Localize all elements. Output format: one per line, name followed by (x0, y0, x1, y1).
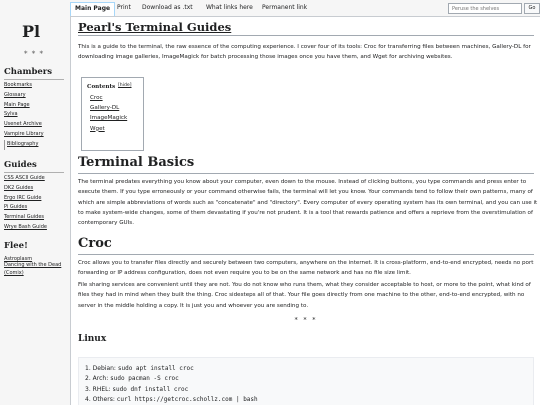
toc-item-wget[interactable]: Wget (90, 125, 105, 132)
croc-paragraph-2: File sharing services are convenient until they are not. You do not know who runs them, what they consider acceptable to host, or more to the point, what kind of files they had in mind when they built the thing. Croc sidesteps all of that. Your file goes directly from one machine to the other, end-to-end encrypted, with no server in the middle holding a copy. It is just you and whoever you are sending to. (78, 282, 531, 309)
os-label: Others: (92, 395, 115, 403)
toc-list (90, 93, 127, 134)
toc-item-gallery-dl[interactable]: Gallery-DL (90, 105, 120, 112)
sidebar-rule (4, 172, 64, 173)
sidebar-item-vampire-library[interactable]: Vampire Library (4, 130, 44, 137)
sidebar-item-css-ascii-guide[interactable]: CSS ASCII Guide (4, 175, 45, 181)
page-title[interactable]: Pearl's Terminal Guides (78, 20, 232, 34)
os-label: Debian: (92, 365, 116, 372)
tab-what-links-here[interactable]: What links here (206, 4, 253, 11)
tab-permanent-link[interactable]: Permanent link (262, 4, 308, 11)
croc-paragraph-1: Croc allows you to transfer files directly and securely between two computers, anywhere on the internet. It is cross-platform, end-to-end encrypted, needs no port forwarding or IP address configuration, does not even require you to be on the same network and has no file size limit. (78, 260, 534, 277)
toc-item-croc[interactable]: Croc (90, 95, 103, 101)
list-number: 4. (85, 395, 91, 403)
tab-main-page[interactable]: Main Page (70, 2, 115, 16)
heading-linux: Linux (78, 334, 107, 344)
sidebar-item-terminal-guides[interactable]: Terminal Guides (4, 214, 45, 221)
install-commands-list (85, 364, 258, 405)
list-item (85, 395, 258, 405)
list-number: 2. (85, 375, 91, 383)
heading-croc: Croc (78, 236, 112, 251)
sidebar-heading-guides: Guides (4, 160, 37, 170)
site-logo[interactable] (22, 22, 44, 40)
sidebar-item-dancing-with-the-dead[interactable]: Dancing with the Dead (Comix) (4, 262, 62, 276)
list-item (85, 374, 258, 384)
sidebar-heading-flee: Flee! (4, 241, 28, 251)
command-text[interactable]: sudo pacman -S croc (110, 375, 179, 383)
sidebar-list-chambers (4, 81, 44, 150)
sidebar-divider: * * * (24, 50, 44, 58)
terminal-basics-paragraph: The terminal predates everything you know about your computer, even down to the mouse. Instead of clicking buttons, you type commands and press enter to execute them. If you type erroneously or your command otherwise fails, the terminal will let you know. Your commands tend to follow their own patterns, many of which are simple abbreviations of words such as "concatenate" and "directory". Every computer of every operating system has its own terminal, and you can use it to make system-wide changes, some of them devastating if you're not prudent. It is a tool that rewards patience and offers a reprieve from the overstimulation of contemporary GUIs. (78, 179, 538, 227)
search-go-button[interactable]: Go (524, 3, 540, 14)
command-text[interactable]: curl https://getcroc.schollz.com | bash (116, 395, 258, 403)
tab-download-txt[interactable]: Download as .txt (142, 4, 193, 11)
sidebar-rule (4, 79, 64, 80)
command-text[interactable]: sudo apt install croc (117, 365, 194, 372)
os-label: Arch: (92, 375, 109, 383)
svg-text:Pl: Pl (22, 22, 41, 40)
sidebar-item-glossary[interactable]: Glossary (4, 91, 26, 98)
sidebar-item-pi-guides[interactable]: Pi Guides (4, 204, 28, 211)
sidebar-item-bibliography[interactable]: Bibliography (4, 140, 44, 150)
command-text[interactable]: sudo dnf install croc (112, 385, 189, 393)
sidebar-item-astroplasm[interactable]: Astroplasm (4, 256, 33, 262)
sidebar-item-usenet-archive[interactable]: Usenet Archive (4, 121, 42, 128)
list-number: 3. (85, 385, 91, 393)
toc-hide-link[interactable]: [hide] (118, 83, 132, 88)
sidebar-item-bookmarks[interactable]: Bookmarks (4, 82, 32, 88)
top-navigation (70, 0, 540, 16)
list-number: 1. (85, 365, 91, 372)
section-separator: * * * (294, 317, 318, 324)
sidebar-item-wrye-bash-guide[interactable]: Wrye Bash Guide (4, 223, 47, 230)
toc-item-imagemagick[interactable]: ImageMagick (90, 115, 128, 122)
heading-terminal-basics: Terminal Basics (78, 155, 195, 170)
sidebar-list-guides (4, 174, 47, 233)
os-label: RHEL: (92, 385, 111, 393)
heading-rule (78, 254, 534, 255)
tab-print[interactable]: Print (117, 4, 131, 11)
list-item (85, 385, 258, 395)
main-content (70, 16, 540, 405)
list-item (85, 364, 258, 374)
sidebar-item-dk2-guides[interactable]: DK2 Guides (4, 184, 34, 191)
title-rule (78, 35, 534, 36)
sidebar-item-sylva[interactable]: Sylva (4, 111, 18, 118)
table-of-contents (81, 77, 144, 151)
sidebar-item-ergo-irc-guide[interactable]: Ergo IRC Guide (4, 194, 42, 201)
toc-title: Contents (87, 84, 116, 90)
heading-rule (78, 173, 534, 174)
sidebar-heading-chambers: Chambers (4, 67, 53, 77)
search-input[interactable] (448, 3, 522, 14)
sidebar-item-main-page[interactable]: Main Page (4, 101, 30, 108)
install-commands-box (78, 357, 534, 405)
intro-paragraph: This is a guide to the terminal, the raw essence of the computing experience. I cover four of its tools: Croc for transferring files between machines, Gallery-DL for downloading image galleries, ImageMagick for batch processing those images once you have them, and Wget for archiving websites. (78, 44, 531, 61)
sidebar (0, 0, 68, 405)
